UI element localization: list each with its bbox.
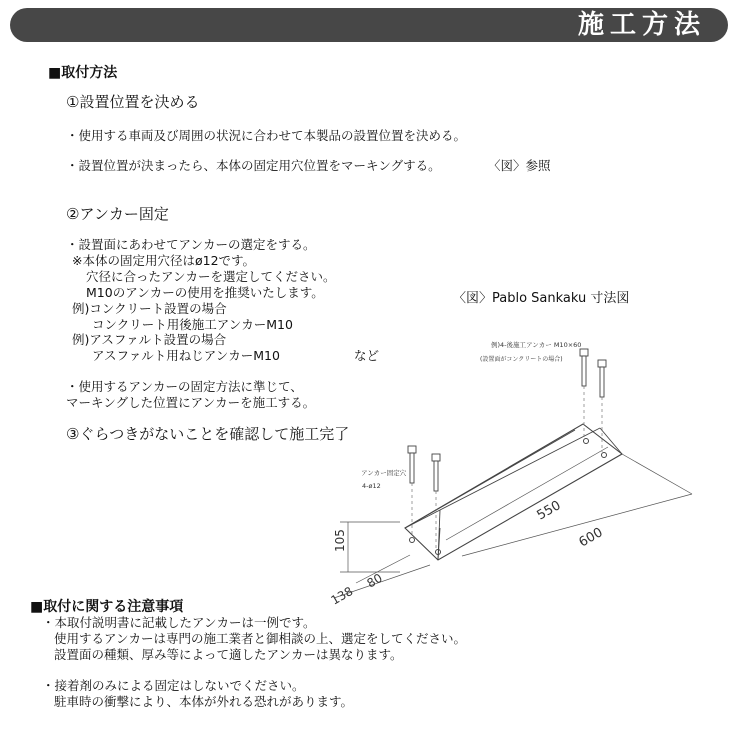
note-line-2: 使用するアンカーは専門の施工業者と御相談の上、選定をしてください。 bbox=[54, 631, 467, 646]
dim-label-138: 138 bbox=[328, 584, 356, 608]
section-heading-notes: ■取付に関する注意事項 bbox=[30, 599, 184, 615]
step2-line-1: ・設置面にあわせてアンカーの選定をする。 bbox=[66, 237, 316, 252]
step2-line-8: アスファルト用ねじアンカーM10 bbox=[92, 348, 280, 363]
step2-line-2: ※本体の固定用穴径はø12です。 bbox=[72, 253, 256, 268]
dim-label-550: 550 bbox=[534, 498, 564, 524]
dim-label-600: 600 bbox=[576, 525, 606, 551]
step1-line-2: ・設置位置が決まったら、本体の固定用穴位置をマーキングする。 bbox=[66, 158, 441, 173]
note-line-5: 駐車時の衝撃により、本体が外れる恐れがあります。 bbox=[54, 694, 354, 709]
page-title: 施工方法 bbox=[577, 10, 706, 40]
hole-label-2: 4-ø12 bbox=[362, 482, 381, 490]
step2-line-9: など bbox=[354, 348, 380, 363]
dim-label-105: 105 bbox=[333, 529, 347, 552]
dimension-diagram bbox=[300, 330, 730, 610]
step2-line-7: 例)アスファルト設置の場合 bbox=[72, 332, 227, 347]
figure-caption: 〈図〉Pablo Sankaku 寸法図 bbox=[453, 291, 630, 306]
anchor-label-2: (設置面がコンクリートの場合) bbox=[480, 356, 563, 363]
section-heading-installation: ■取付方法 bbox=[48, 65, 118, 81]
step2-line-11: マーキングした位置にアンカーを施工する。 bbox=[66, 395, 316, 410]
step1-figure-ref: 〈図〉参照 bbox=[488, 158, 551, 173]
step2-line-3: 穴径に合ったアンカーを選定してください。 bbox=[86, 269, 336, 284]
step2-title: ②アンカー固定 bbox=[66, 205, 169, 223]
header-banner bbox=[10, 8, 728, 42]
step1-line-1: ・使用する車両及び周囲の状況に合わせて本製品の設置位置を決める。 bbox=[66, 128, 467, 143]
step2-line-6: コンクリート用後施工アンカーM10 bbox=[92, 317, 293, 332]
note-line-4: ・接着剤のみによる固定はしないでください。 bbox=[42, 678, 305, 693]
note-line-1: ・本取付説明書に記載したアンカーは一例です。 bbox=[42, 615, 316, 630]
dim-label-80: 80 bbox=[364, 570, 385, 591]
note-line-3: 設置面の種類、厚み等によって適したアンカーは異なります。 bbox=[54, 647, 403, 662]
step1-title: ①設置位置を決める bbox=[66, 93, 200, 111]
anchor-label-1: 例)4-後施工アンカー M10×60 bbox=[491, 341, 582, 349]
hole-label-1: アンカー固定穴 bbox=[361, 469, 407, 477]
step2-line-4: M10のアンカーの使用を推奨いたします。 bbox=[86, 285, 324, 300]
step2-line-5: 例)コンクリート設置の場合 bbox=[72, 301, 227, 316]
step2-line-10: ・使用するアンカーの固定方法に準じて、 bbox=[66, 379, 303, 394]
step3-title: ③ぐらつきがないことを確認して施工完了 bbox=[66, 425, 350, 443]
